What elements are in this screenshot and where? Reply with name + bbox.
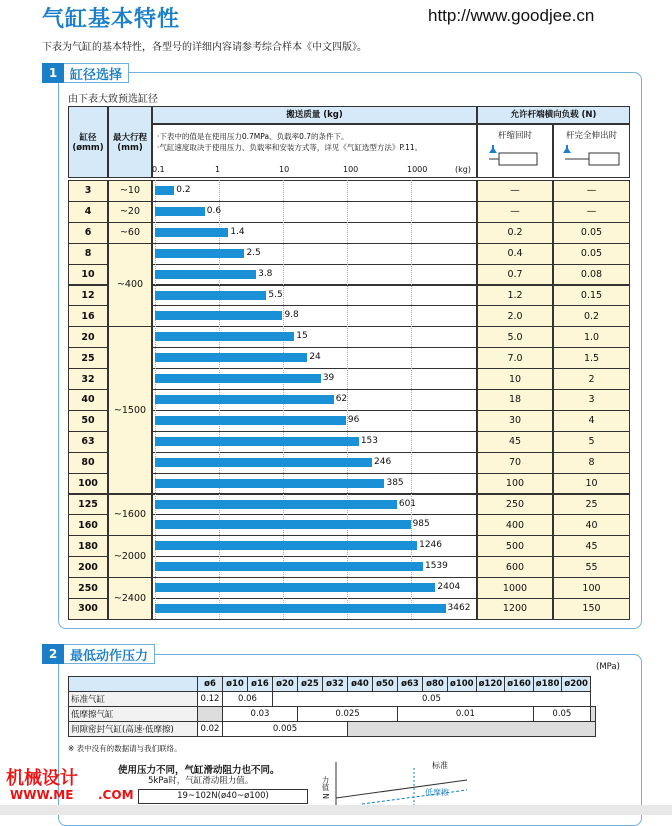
pressure-table xyxy=(68,676,596,737)
stroke-cell: ~1500 xyxy=(108,326,152,494)
col-lateral: 允许杆端横向负载 (N) xyxy=(477,106,630,124)
retract-load: 18 xyxy=(477,389,553,411)
bore-cell: 32 xyxy=(68,368,108,390)
pressure-value: 0.12 xyxy=(198,692,223,707)
graph-axis-label: 力值 N xyxy=(321,776,330,799)
retract-load: 500 xyxy=(477,535,553,557)
range-box: 19~102N(ø40~ø100) xyxy=(138,789,308,804)
section1-subtitle: 由下表大致预选缸径 xyxy=(68,94,158,105)
graph-standard-label: 标准 xyxy=(432,761,448,770)
mass-bar xyxy=(155,291,266,300)
mass-bar-label: 153 xyxy=(360,435,378,446)
pressure-value: 0.03 xyxy=(223,707,298,722)
bore-cell: 6 xyxy=(68,222,108,244)
extend-load: 150 xyxy=(553,598,630,620)
bore-cell: 160 xyxy=(68,514,108,536)
bore-header: ø200 xyxy=(562,677,591,692)
bore-cell: 180 xyxy=(68,535,108,557)
retract-load: 400 xyxy=(477,514,553,536)
extend-load: 0.08 xyxy=(553,264,630,286)
extend-load: 45 xyxy=(553,535,630,557)
pressure-value: 0.025 xyxy=(298,707,398,722)
mass-bar xyxy=(155,541,417,550)
extend-load: 25 xyxy=(553,494,630,516)
mass-bar-label: 5.5 xyxy=(268,289,283,300)
cylinder-extend-icon xyxy=(559,145,625,171)
mass-bar xyxy=(155,416,346,425)
col-extend-cell xyxy=(553,124,630,178)
bore-header: ø50 xyxy=(373,677,398,692)
bore-cell: 200 xyxy=(68,556,108,578)
mass-bar-label: 985 xyxy=(412,519,430,530)
mass-bar-label: 2.5 xyxy=(246,247,261,258)
bore-header: ø16 xyxy=(248,677,273,692)
mass-bar xyxy=(155,207,205,216)
retract-load: 70 xyxy=(477,452,553,474)
retract-load: 250 xyxy=(477,494,553,516)
col-stroke: 最大行程 (mm) xyxy=(108,106,152,178)
bore-header: ø100 xyxy=(448,677,477,692)
mass-bar-label: 1246 xyxy=(419,540,443,551)
section2-number: 2 xyxy=(42,644,64,664)
pressure-value: 0.05 xyxy=(533,707,590,722)
extend-load: — xyxy=(553,180,630,202)
extend-load: 0.05 xyxy=(553,243,630,265)
mass-bar xyxy=(155,458,372,467)
graph-lowfriction-label: 低摩擦 xyxy=(425,788,449,797)
mass-bar xyxy=(155,500,397,509)
col-extend: 杆完全伸出时 xyxy=(565,131,617,141)
mass-bar-label: 3.8 xyxy=(258,268,273,279)
axis-tick: 1000 xyxy=(407,165,428,174)
retract-load: 45 xyxy=(477,431,553,453)
extend-load: 3 xyxy=(553,389,630,411)
bore-header: ø180 xyxy=(533,677,562,692)
extend-load: 40 xyxy=(553,514,630,536)
extend-load: 1.0 xyxy=(553,326,630,348)
mass-bar-label: 96 xyxy=(347,414,360,425)
extend-load: 100 xyxy=(553,577,630,599)
mass-bar-label: 3462 xyxy=(447,603,471,613)
pressure-empty xyxy=(590,707,595,722)
bore-header: ø80 xyxy=(423,677,448,692)
mass-bar xyxy=(155,520,411,529)
stroke-cell: ~400 xyxy=(108,243,152,328)
pressure-header-row xyxy=(69,677,596,692)
mass-bar xyxy=(155,332,294,341)
axis-tick: 0.1 xyxy=(152,165,165,174)
pressure-value: 0.06 xyxy=(223,692,273,707)
col-mass: 搬送质量 (kg) xyxy=(152,106,477,124)
mass-bar-label: 1539 xyxy=(424,561,448,572)
bore-header: ø40 xyxy=(348,677,373,692)
mass-bar xyxy=(155,583,435,592)
mass-bar xyxy=(155,604,446,613)
watermark-url-1: WWW.ME xyxy=(10,788,74,802)
retract-load: 600 xyxy=(477,556,553,578)
pressure-empty xyxy=(348,722,596,737)
section2-heading xyxy=(42,644,155,664)
axis-tick: (kg) xyxy=(455,165,471,174)
bore-header: ø32 xyxy=(323,677,348,692)
bore-cell: 16 xyxy=(68,305,108,327)
bore-cell: 12 xyxy=(68,285,108,307)
intro-text: 下表为气缸的基本特性，各型号的详细内容请参考综合样本《中文四版》。 xyxy=(42,42,367,53)
pressure-row-clearance xyxy=(69,722,596,737)
col-retract-cell xyxy=(477,124,553,178)
stroke-cell: ~10 xyxy=(108,180,152,202)
page-title: 气缸基本特性 xyxy=(42,7,181,32)
mass-bar xyxy=(155,186,174,195)
bore-cell: 63 xyxy=(68,431,108,453)
bore-cell: 50 xyxy=(68,410,108,432)
mass-bar xyxy=(155,374,321,383)
section1-title: 缸径选择 xyxy=(64,63,129,83)
grid-line xyxy=(411,180,412,619)
bore-cell: 3 xyxy=(68,180,108,202)
mass-bar xyxy=(155,395,334,404)
mass-bar-label: 601 xyxy=(398,498,417,509)
cylinder-retract-icon xyxy=(485,145,545,171)
mass-bar-label: 2404 xyxy=(437,582,461,593)
mass-note-2: ·气缸速度取决于使用压力、负载率和安装方式等，详见《气缸选型方法》P.11。 xyxy=(157,143,423,152)
extend-load: 4 xyxy=(553,410,630,432)
bore-cell: 300 xyxy=(68,598,108,620)
pressure-row-lowfriction xyxy=(69,707,596,722)
section1-number: 1 xyxy=(42,63,64,83)
mass-bar-label: 246 xyxy=(374,456,392,467)
stroke-cell: ~20 xyxy=(108,201,152,223)
mass-bar xyxy=(155,437,359,446)
mass-bar xyxy=(155,479,384,488)
mass-cell xyxy=(152,180,477,202)
mass-bar-label: 0.2 xyxy=(176,185,191,195)
retract-load: 1.2 xyxy=(477,285,553,307)
bore-cell: 250 xyxy=(68,577,108,599)
mass-bar xyxy=(155,270,256,279)
bottom-line-1: 使用压力不同，气缸滑动阻力也不同。 xyxy=(118,765,280,776)
retract-load: — xyxy=(477,180,553,202)
bore-cell: 10 xyxy=(68,264,108,286)
extend-load: 0.05 xyxy=(553,222,630,244)
mass-bar-label: 15 xyxy=(296,331,308,342)
col-retract: 杆缩回时 xyxy=(497,131,532,141)
extend-load: — xyxy=(553,201,630,223)
bore-cell: 25 xyxy=(68,347,108,369)
stroke-cell: ~2000 xyxy=(108,535,152,578)
bottom-scrollbar[interactable] xyxy=(0,805,672,815)
stroke-cell: ~60 xyxy=(108,222,152,244)
col-bore: 缸径 (ømm) xyxy=(68,106,108,178)
retract-load: 0.4 xyxy=(477,243,553,265)
pressure-row-standard xyxy=(69,692,596,707)
retract-load: 1000 xyxy=(477,577,553,599)
mass-bar-label: 39 xyxy=(322,373,335,384)
bore-header: ø160 xyxy=(505,677,534,692)
section2-title: 最低动作压力 xyxy=(64,644,155,664)
mass-bar-label: 385 xyxy=(386,477,404,488)
bore-header: ø63 xyxy=(398,677,423,692)
mass-bar xyxy=(155,249,244,258)
bore-header: ø20 xyxy=(273,677,298,692)
pressure-value: 0.05 xyxy=(273,692,591,707)
mass-bar-label: 0.6 xyxy=(206,205,222,216)
bore-header: ø10 xyxy=(223,677,248,692)
retract-load: 0.7 xyxy=(477,264,553,286)
bore-cell: 8 xyxy=(68,243,108,265)
extend-load: 8 xyxy=(553,452,630,474)
watermark-url-2: .COM xyxy=(98,788,134,802)
mass-bar-label: 62 xyxy=(335,394,348,404)
retract-load: 2.0 xyxy=(477,305,553,327)
mass-bar xyxy=(155,311,282,320)
mass-bar-label: 9.8 xyxy=(284,310,299,321)
site-url[interactable]: http://www.goodjee.cn xyxy=(428,6,595,25)
mass-bar xyxy=(155,562,423,571)
retract-load: 30 xyxy=(477,410,553,432)
retract-load: 1200 xyxy=(477,598,553,620)
bore-cell: 20 xyxy=(68,326,108,348)
mass-bar-label: 24 xyxy=(309,352,321,363)
bottom-line-2: 5kPa时，气缸滑动阻力值。 xyxy=(148,776,254,786)
mass-bar xyxy=(155,228,228,237)
bore-cell: 100 xyxy=(68,473,108,495)
axis-tick: 1 xyxy=(215,165,221,174)
extend-load: 1.5 xyxy=(553,347,630,369)
row-label: 间隙密封气缸(高速·低摩擦) xyxy=(69,722,198,737)
extend-load: 0.2 xyxy=(553,305,630,327)
retract-load: 100 xyxy=(477,473,553,495)
pressure-value: 0.005 xyxy=(223,722,348,737)
pressure-unit: (MPa) xyxy=(596,662,620,672)
bore-cell: 40 xyxy=(68,389,108,411)
axis-tick: 10 xyxy=(279,165,290,174)
mass-notes xyxy=(152,124,477,178)
bore-cell: 4 xyxy=(68,201,108,223)
bore-header: ø6 xyxy=(198,677,223,692)
extend-load: 5 xyxy=(553,431,630,453)
extend-load: 0.15 xyxy=(553,285,630,307)
row-label: 低摩擦气缸 xyxy=(69,707,198,722)
retract-load: 0.2 xyxy=(477,222,553,244)
watermark-logo: 机械设计 xyxy=(6,768,78,789)
bore-cell: 80 xyxy=(68,452,108,474)
retract-load: — xyxy=(477,201,553,223)
bore-header: ø25 xyxy=(298,677,323,692)
stroke-cell: ~1600 xyxy=(108,494,152,537)
pressure-value: 0.01 xyxy=(398,707,534,722)
retract-load: 10 xyxy=(477,368,553,390)
retract-load: 5.0 xyxy=(477,326,553,348)
mass-bar xyxy=(155,353,307,362)
pressure-value: 0.02 xyxy=(198,722,223,737)
extend-load: 2 xyxy=(553,368,630,390)
axis-tick: 100 xyxy=(343,165,359,174)
extend-load: 55 xyxy=(553,556,630,578)
retract-load: 7.0 xyxy=(477,347,553,369)
row-label: 标准气缸 xyxy=(69,692,198,707)
mass-note-1: ·下表中的值是在使用压力0.7MPa、负载率0.7的条件下。 xyxy=(157,132,349,141)
bore-cell: 125 xyxy=(68,494,108,516)
section1-heading xyxy=(42,63,129,83)
bore-header: ø120 xyxy=(476,677,505,692)
extend-load: 10 xyxy=(553,473,630,495)
friction-graph xyxy=(332,760,472,810)
mass-bar-label: 1.4 xyxy=(230,226,245,237)
pressure-empty xyxy=(198,707,223,722)
pressure-corner xyxy=(69,677,198,692)
stroke-cell: ~2400 xyxy=(108,577,152,620)
pressure-footnote: ※ 表中没有的数据请与我们联络。 xyxy=(68,744,182,753)
